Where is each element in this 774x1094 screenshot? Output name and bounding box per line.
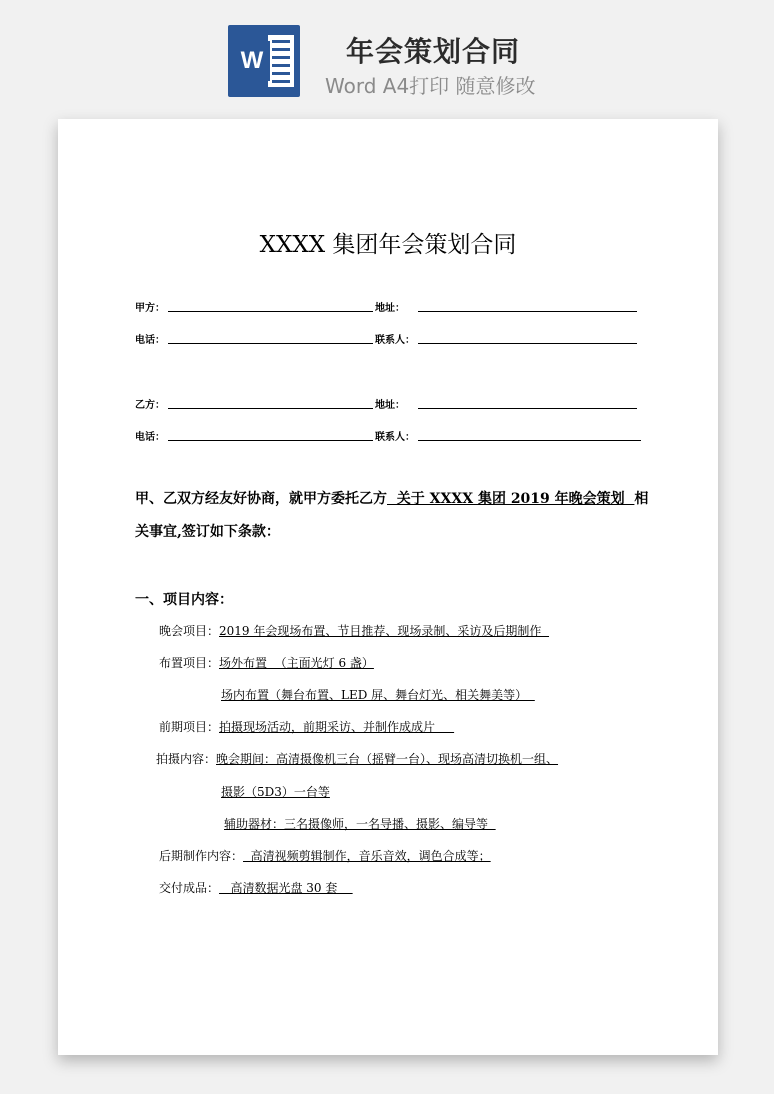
item-value: 拍摄现场活动，前期采访、并制作成成片 bbox=[219, 720, 455, 734]
intro-project-name: 关于 XXXX 集团 2019 年晚会策划 bbox=[387, 491, 635, 507]
item-label: 后期制作内容： bbox=[159, 849, 244, 863]
intro-paragraph bbox=[135, 483, 649, 549]
party-b-name-field[interactable] bbox=[168, 408, 373, 409]
item-deliverables bbox=[159, 879, 353, 896]
party-a-contact-field[interactable] bbox=[418, 343, 637, 344]
item-value: 高清视频剪辑制作，音乐音效，调色合成等； bbox=[243, 849, 491, 863]
item-label: 交付成品： bbox=[159, 881, 220, 895]
item-label: 拍摄内容： bbox=[156, 752, 217, 766]
item-value: 辅助器材：三名摄像师，一名导播、摄影、编导等 bbox=[224, 817, 496, 831]
doc-lines-icon bbox=[268, 35, 294, 87]
party-b-address-label: 地址： bbox=[375, 400, 405, 411]
document-title: XXXX 集团年会策划合同 bbox=[259, 232, 517, 258]
item-pre-production bbox=[159, 718, 454, 735]
party-b-address-field[interactable] bbox=[418, 408, 637, 409]
word-logo-letter: W bbox=[234, 41, 270, 81]
item-shooting-content bbox=[156, 750, 558, 767]
item-setup-project bbox=[159, 654, 374, 671]
party-a-name-field[interactable] bbox=[168, 311, 373, 312]
item-label: 布置项目： bbox=[159, 656, 220, 670]
party-a-contact-label: 联系人： bbox=[375, 335, 415, 346]
intro-suffix: 相 bbox=[634, 491, 649, 507]
item-value: 2019 年会现场布置、节目推荐、现场录制、采访及后期制作 bbox=[219, 624, 550, 638]
party-a-label: 甲方： bbox=[135, 303, 165, 314]
word-doc-icon bbox=[228, 25, 300, 97]
item-value: 场外布置 （主面光灯 6 盏） bbox=[219, 656, 374, 670]
item-value: 高清数据光盘 30 套 bbox=[219, 881, 353, 895]
header-subtitle: Word A4打印 随意修改 bbox=[325, 74, 536, 98]
intro-prefix: 甲、乙双方经友好协商，就甲方委托乙方 bbox=[135, 491, 387, 507]
item-value: 场内布置（舞台布置、LED 屏、舞台灯光、相关舞美等） bbox=[221, 688, 535, 702]
party-a-address-label: 地址： bbox=[375, 303, 405, 314]
item-label: 前期项目： bbox=[159, 720, 220, 734]
item-photography bbox=[221, 783, 330, 800]
party-b-label: 乙方： bbox=[135, 400, 165, 411]
party-b-phone-field[interactable] bbox=[168, 440, 373, 441]
item-auxiliary-equipment bbox=[224, 815, 496, 832]
document-page bbox=[58, 119, 718, 1055]
item-value: 晚会期间：高清摄像机三台（摇臂一台）、现场高清切换机一组、 bbox=[216, 752, 559, 766]
party-a-phone-field[interactable] bbox=[168, 343, 373, 344]
item-post-production bbox=[159, 847, 491, 864]
item-label: 晚会项目： bbox=[159, 624, 220, 638]
intro-line-1 bbox=[135, 483, 649, 516]
party-a-phone-label: 电话： bbox=[135, 335, 165, 346]
party-a-address-field[interactable] bbox=[418, 311, 637, 312]
item-indoor-setup bbox=[221, 686, 535, 703]
item-value: 摄影（5D3）一台等 bbox=[221, 785, 330, 799]
section-heading-project-content: 一、项目内容： bbox=[135, 592, 233, 608]
intro-line-2: 关事宜,签订如下条款： bbox=[135, 524, 280, 540]
item-gala-project bbox=[159, 622, 549, 639]
party-b-contact-label: 联系人： bbox=[375, 432, 415, 443]
template-header bbox=[0, 0, 774, 110]
party-b-contact-field[interactable] bbox=[418, 440, 641, 441]
header-title: 年会策划合同 bbox=[346, 35, 521, 68]
party-b-phone-label: 电话： bbox=[135, 432, 165, 443]
